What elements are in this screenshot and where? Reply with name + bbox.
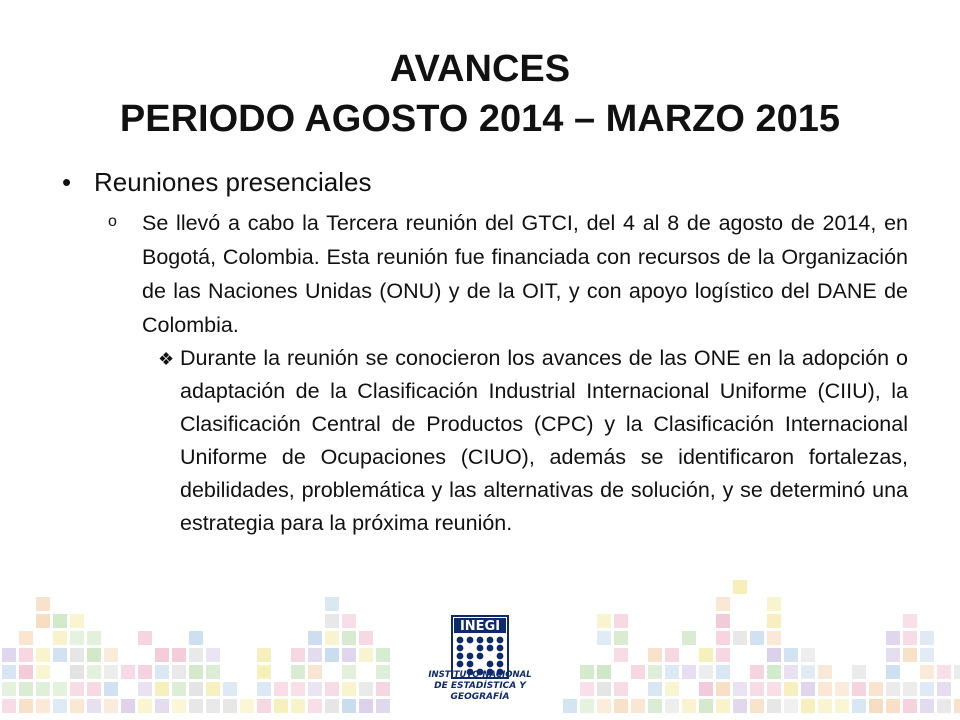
decorative-square (70, 699, 84, 713)
decorative-square (563, 699, 577, 713)
decorative-square (189, 699, 203, 713)
decorative-square (597, 631, 611, 645)
decorative-square (2, 665, 16, 679)
decorative-square (869, 682, 883, 696)
decorative-square (104, 648, 118, 662)
decorative-square (19, 699, 33, 713)
decorative-square (53, 614, 67, 628)
decorative-square (189, 665, 203, 679)
decorative-square (801, 699, 815, 713)
decorative-square (580, 665, 594, 679)
decorative-square (155, 648, 169, 662)
decorative-square (359, 699, 373, 713)
decorative-square (580, 699, 594, 713)
decorative-square (2, 699, 16, 713)
decorative-square (36, 648, 50, 662)
decorative-square (291, 648, 305, 662)
decorative-square (155, 682, 169, 696)
decorative-square (648, 699, 662, 713)
bullet-text-reuniones: Reuniones presenciales (94, 167, 372, 197)
decorative-square (631, 699, 645, 713)
logo-dot (497, 661, 504, 668)
decorative-square (852, 699, 866, 713)
decorative-square (597, 682, 611, 696)
decorative-square (614, 648, 628, 662)
decorative-square (19, 631, 33, 645)
decorative-square (257, 699, 271, 713)
decorative-square (223, 699, 237, 713)
logo-dot (457, 661, 464, 668)
decorative-square (648, 665, 662, 679)
logo-dot (497, 653, 504, 660)
decorative-square (359, 682, 373, 696)
decorative-square (699, 665, 713, 679)
decorative-square (104, 682, 118, 696)
decorative-square (376, 665, 390, 679)
decorative-square (189, 682, 203, 696)
decorative-square (903, 682, 917, 696)
decorative-square (325, 682, 339, 696)
decorative-square (614, 631, 628, 645)
decorative-square (767, 682, 781, 696)
decorative-square (699, 682, 713, 696)
decorative-square (291, 682, 305, 696)
decorative-square (750, 699, 764, 713)
decorative-square (665, 699, 679, 713)
decorative-square (631, 665, 645, 679)
decorative-square (36, 682, 50, 696)
decorative-square (920, 682, 934, 696)
decorative-square (699, 699, 713, 713)
decorative-square (784, 682, 798, 696)
decorative-square (36, 665, 50, 679)
decorative-square (903, 631, 917, 645)
decorative-square (665, 648, 679, 662)
decorative-square (852, 682, 866, 696)
decorative-square (342, 631, 356, 645)
decorative-square (920, 699, 934, 713)
logo-wordmark: INEGI (459, 619, 501, 634)
decorative-square (682, 665, 696, 679)
decorative-square (665, 682, 679, 696)
decorative-square (818, 682, 832, 696)
decorative-square (87, 665, 101, 679)
decorative-square (325, 597, 339, 611)
decorative-square (53, 648, 67, 662)
decorative-square (172, 648, 186, 662)
decorative-square (580, 682, 594, 696)
logo-dot (467, 637, 474, 644)
decorative-square (886, 665, 900, 679)
decorative-square (274, 699, 288, 713)
decorative-square (342, 699, 356, 713)
decorative-square (223, 682, 237, 696)
logo-dot (497, 645, 504, 652)
decorative-square (376, 682, 390, 696)
decorative-square (308, 665, 322, 679)
decorative-square (240, 699, 254, 713)
decorative-square (87, 682, 101, 696)
decorative-square (954, 699, 960, 713)
decorative-square (733, 580, 747, 594)
decorative-square (920, 648, 934, 662)
decorative-square (342, 648, 356, 662)
bullet-text-tercera-reunion: Se llevó a cabo la Tercera reunión del GTCI, del 4 al 8 de agosto de 2014, en Bogotá, Colombia. Esta reunión fue financiada con recursos de la Organización de las Naciones Unidas (ONU) y de la OIT, y con apoyo logístico del DANE de Colombia. (142, 211, 908, 337)
logo-dot (457, 645, 464, 652)
decorative-square (818, 699, 832, 713)
decorative-square (308, 648, 322, 662)
decorative-square (155, 665, 169, 679)
decorative-square (308, 631, 322, 645)
decorative-square (19, 648, 33, 662)
decorative-square (648, 648, 662, 662)
bullet-text-avances-one: Durante la reunión se conocieron los avances de las ONE en la adopción o adaptación de la Clasificación Industrial Internacional Uniforme (CIIU), la Clasificación Central de Productos (CPC) y la Clasificación Internacional Uniforme de Ocupaciones (CIUO), además se identificaron fortalezas, debilidades, problemática y las alternativas de solución, y se determinó una estrategia para la próxima reunión. (180, 346, 908, 535)
decorative-square (104, 665, 118, 679)
decorative-square (138, 665, 152, 679)
decorative-square (172, 699, 186, 713)
decorative-square (954, 665, 960, 679)
decorative-square (257, 682, 271, 696)
decorative-square (937, 665, 951, 679)
decorative-square (376, 648, 390, 662)
decorative-square (716, 631, 730, 645)
decorative-square (682, 699, 696, 713)
decorative-square (257, 665, 271, 679)
decorative-square (308, 682, 322, 696)
decorative-square (2, 648, 16, 662)
decorative-square (325, 614, 339, 628)
decorative-square (291, 665, 305, 679)
decorative-square (767, 699, 781, 713)
decorative-square (835, 682, 849, 696)
decorative-square (342, 682, 356, 696)
decorative-square (206, 648, 220, 662)
decorative-square (716, 614, 730, 628)
decorative-square (376, 699, 390, 713)
decorative-square (19, 682, 33, 696)
decorative-square (325, 699, 339, 713)
title-line-1: AVANCES (389, 48, 571, 90)
decorative-square (733, 699, 747, 713)
logo-dot (487, 645, 494, 652)
decorative-square (138, 682, 152, 696)
decorative-square (206, 682, 220, 696)
decorative-square (767, 665, 781, 679)
decorative-square (325, 648, 339, 662)
decorative-square (155, 699, 169, 713)
decorative-square (308, 699, 322, 713)
decorative-square (597, 614, 611, 628)
decorative-square (767, 597, 781, 611)
decorative-square (359, 631, 373, 645)
logo-caption-line-2: DE ESTADÍSTICA Y GEOGRAFÍA (434, 681, 526, 702)
decorative-square (257, 648, 271, 662)
decorative-square (172, 682, 186, 696)
decorative-square (903, 648, 917, 662)
decorative-square (70, 665, 84, 679)
logo-caption-line-1: INSTITUTO NACIONAL (428, 670, 532, 680)
decorative-square (87, 631, 101, 645)
decorative-square (665, 665, 679, 679)
decorative-square (648, 682, 662, 696)
decorative-square (716, 699, 730, 713)
decorative-square (53, 631, 67, 645)
decorative-square (716, 597, 730, 611)
decorative-square (291, 699, 305, 713)
diamond-bullet-icon: ❖ (158, 349, 175, 369)
decorative-square (274, 682, 288, 696)
decorative-square (801, 648, 815, 662)
decorative-square (869, 699, 883, 713)
decorative-square (138, 631, 152, 645)
decorative-square (733, 682, 747, 696)
decorative-square (138, 699, 152, 713)
decorative-square (36, 699, 50, 713)
decorative-square (801, 682, 815, 696)
decorative-square (121, 665, 135, 679)
decorative-square (104, 699, 118, 713)
logo-dot (487, 637, 494, 644)
decorative-square (325, 631, 339, 645)
decorative-square (359, 648, 373, 662)
decorative-square (886, 631, 900, 645)
decorative-square (852, 665, 866, 679)
decorative-square (767, 631, 781, 645)
decorative-square (189, 648, 203, 662)
decorative-square (2, 682, 16, 696)
decorative-square (614, 699, 628, 713)
decorative-square (206, 699, 220, 713)
decorative-square (70, 648, 84, 662)
logo-dot (477, 637, 484, 644)
logo-dot (467, 661, 474, 668)
round-bullet-icon: • (62, 167, 72, 197)
decorative-square (87, 699, 101, 713)
decorative-square (920, 665, 934, 679)
decorative-square (36, 614, 50, 628)
decorative-square (172, 665, 186, 679)
decorative-square (767, 648, 781, 662)
decorative-square (70, 682, 84, 696)
decorative-square (121, 699, 135, 713)
decorative-square (733, 631, 747, 645)
decorative-square (682, 631, 696, 645)
logo-dot (487, 661, 494, 668)
logo-dot (477, 653, 484, 660)
decorative-square (699, 648, 713, 662)
logo-dot (457, 637, 464, 644)
logo-dot (477, 645, 484, 652)
decorative-square (784, 699, 798, 713)
decorative-square (801, 665, 815, 679)
decorative-square (87, 648, 101, 662)
decorative-square (886, 682, 900, 696)
decorative-square (53, 682, 67, 696)
decorative-square (70, 631, 84, 645)
decorative-square (342, 665, 356, 679)
decorative-square (716, 648, 730, 662)
decorative-square (36, 597, 50, 611)
decorative-square (886, 699, 900, 713)
decorative-square (903, 699, 917, 713)
decorative-square (784, 665, 798, 679)
decorative-square (937, 682, 951, 696)
decorative-square (920, 631, 934, 645)
decorative-square (886, 648, 900, 662)
title-line-2: PERIODO AGOSTO 2014 – MARZO 2015 (119, 98, 841, 140)
decorative-square (835, 699, 849, 713)
decorative-square (597, 665, 611, 679)
logo-dot (457, 653, 464, 660)
logo-dot (467, 653, 474, 660)
decorative-square (750, 665, 764, 679)
slide-title (0, 44, 960, 144)
decorative-square (614, 682, 628, 696)
decorative-square (53, 699, 67, 713)
circle-bullet-icon: o (108, 213, 117, 230)
decorative-square (716, 682, 730, 696)
decorative-square (206, 665, 220, 679)
decorative-square (750, 631, 764, 645)
decorative-square (767, 614, 781, 628)
decorative-square (342, 614, 356, 628)
decorative-square (937, 699, 951, 713)
decorative-square (19, 665, 33, 679)
decorative-square (903, 614, 917, 628)
decorative-square (614, 614, 628, 628)
decorative-square (70, 614, 84, 628)
decorative-square (750, 682, 764, 696)
decorative-square (716, 665, 730, 679)
logo-dot (497, 637, 504, 644)
decorative-square (818, 665, 832, 679)
decorative-square (597, 699, 611, 713)
decorative-square (189, 631, 203, 645)
decorative-square (784, 648, 798, 662)
logo-caption (404, 670, 556, 703)
